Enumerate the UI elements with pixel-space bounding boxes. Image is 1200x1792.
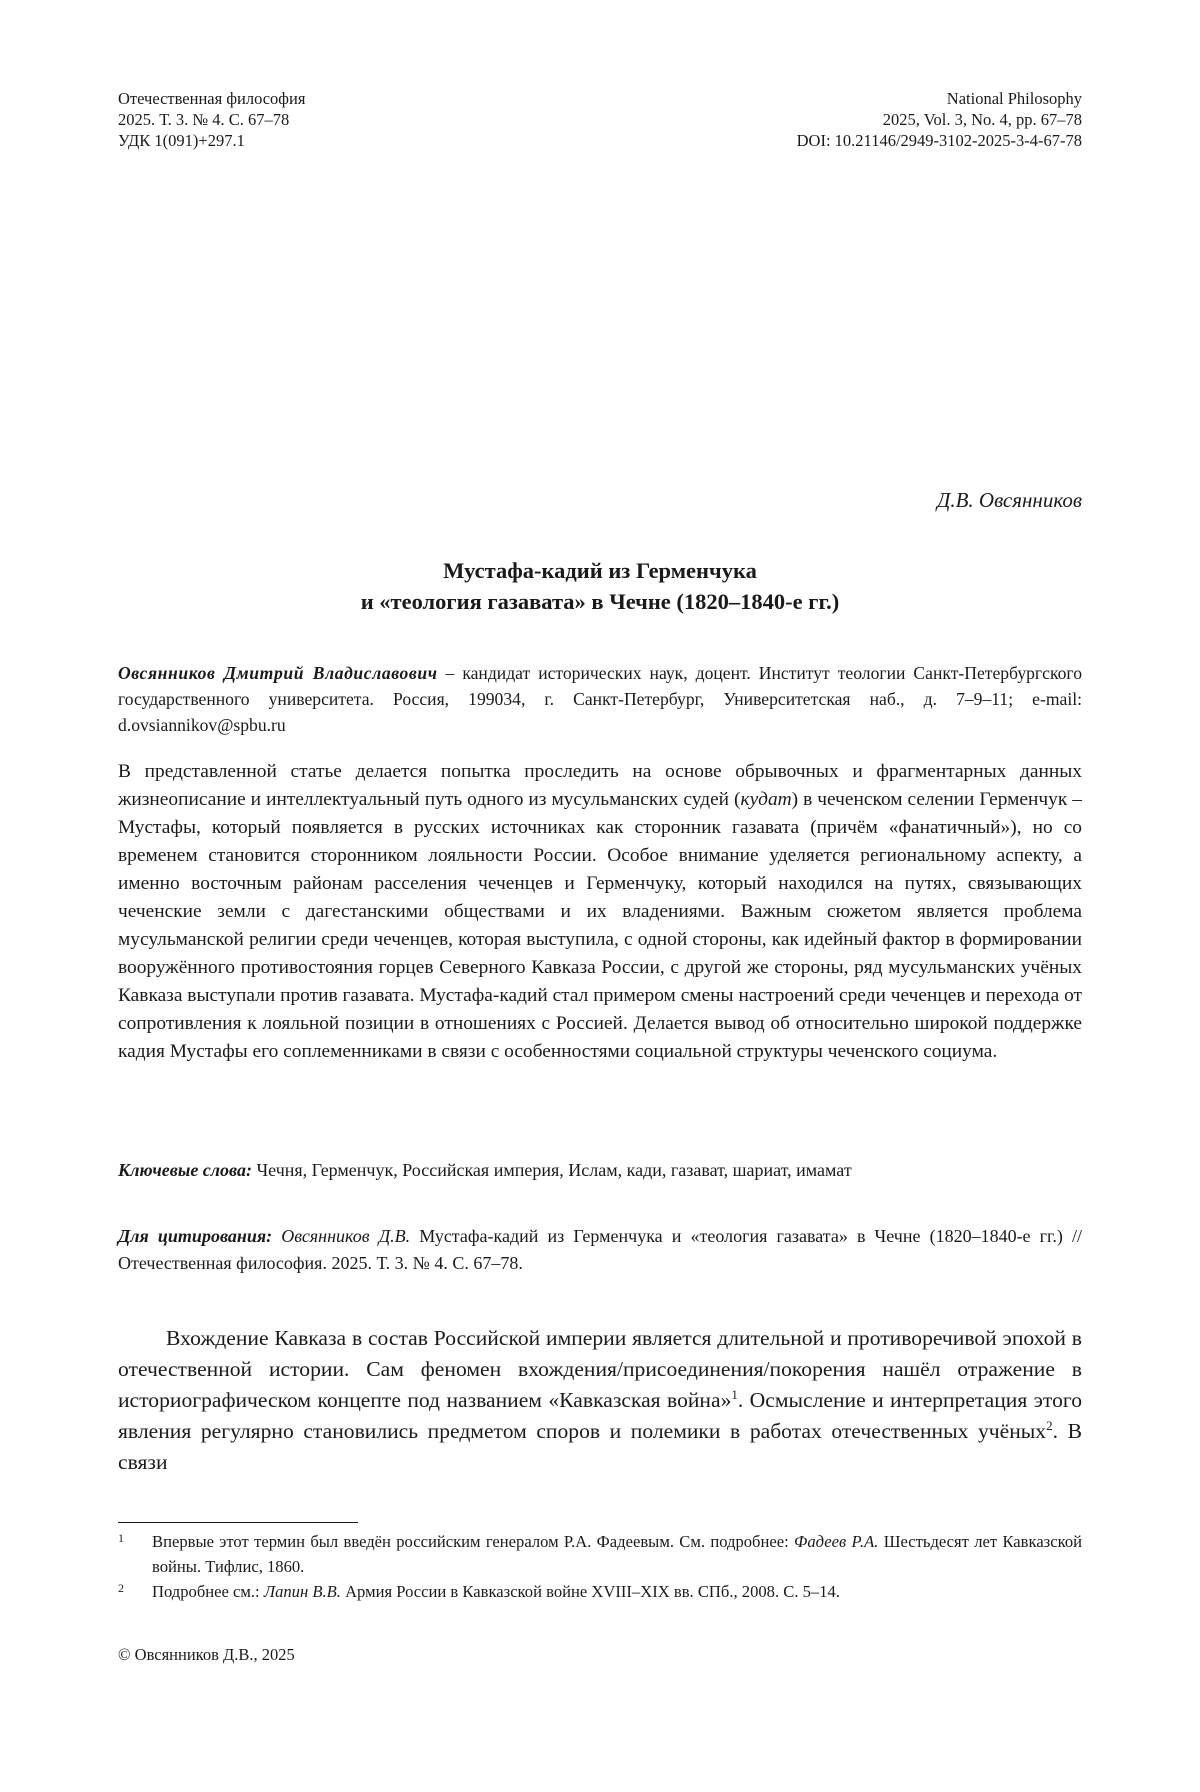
body-paragraph	[118, 1323, 1082, 1478]
issue-info-ru: 2025. Т. 3. № 4. С. 67–78	[118, 110, 290, 129]
journal-name-ru: Отечественная философия	[118, 89, 306, 108]
author-byline: Д.В. Овсянников	[936, 488, 1082, 512]
footnote-author: Фадеев Р.А.	[794, 1532, 879, 1551]
footnote-number: 1	[118, 1531, 124, 1545]
title-line-2: и «теология газавата» в Чечне (1820–1840-е гг.)	[360, 589, 840, 614]
body-text-3: . В связи	[118, 1419, 1082, 1474]
abstract	[118, 758, 1082, 1066]
doi: DOI: 10.21146/2949-3102-2025-3-4-67-78	[796, 131, 1082, 150]
title-line-1: Мустафа-кадий из Герменчука	[443, 558, 757, 583]
footnote-ref-2[interactable]: 2	[1046, 1418, 1053, 1433]
citation-author: Овсянников Д.В.	[272, 1226, 411, 1246]
udc-code: УДК 1(091)+297.1	[118, 131, 245, 150]
footnote	[118, 1579, 1082, 1604]
footnote-text: Впервые этот термин был введён российским генералом Р.А. Фадеевым. См. подробнее:	[152, 1532, 795, 1551]
citation-text: Мустафа-кадий из Герменчука и «теология газавата» в Чечне (1820–1840-е гг.) // Отечественная философия. 2025. Т. 3. № 4. С. 67–78.	[118, 1226, 1082, 1273]
copyright: © Овсянников Д.В., 2025	[118, 1645, 295, 1664]
keywords-text: Чечня, Герменчук, Российская империя, Ислам, кади, газават, шариат, имамат	[251, 1160, 852, 1180]
footnote	[118, 1529, 1082, 1579]
keywords-label: Ключевые слова:	[118, 1160, 252, 1180]
journal-name-en: National Philosophy	[946, 89, 1082, 108]
issue-info-en: 2025, Vol. 3, No. 4, pp. 67–78	[882, 110, 1082, 129]
citation-label: Для цитирования:	[118, 1226, 273, 1246]
article-title	[118, 555, 1082, 617]
footnote-author: Лапин В.В.	[263, 1582, 341, 1601]
author-affiliation: – кандидат исторических наук, доцент. Институт теологии Санкт-Петербургского государственного университета. Россия, 199034, г. Санкт-Петербург, Университетская наб., д. 7–9–11; e-mail: d.ovsiannikov@spbu.ru	[118, 663, 1082, 735]
footnotes	[118, 1529, 1082, 1604]
footnote-number: 2	[118, 1581, 124, 1595]
footnote-text: Шестьдесят лет Кавказской войны. Тифлис, 1860.	[152, 1532, 1082, 1576]
abstract-text-1: В представленной статье делается попытка проследить на основе обрывочных и фрагментарных данных жизнеописание и интеллектуальный путь одного из мусульманских судей (	[118, 761, 1082, 810]
author-info	[118, 660, 1082, 738]
journal-header-en	[797, 88, 1082, 151]
body-text-1: Вхождение Кавказа в состав Российской империи является длительной и противоречивой эпохой в отечественной истории. Сам феномен вхождения/присоединения/покорения нашёл отражение в историографическом концепте под названием «Кавказская война»	[118, 1326, 1082, 1412]
abstract-text-2: ) в чеченском селении Герменчук – Мустафы, который появляется в русских источниках как сторонник газавата (причём «фанатичный»), но со временем становится сторонником лояльности России. Особое внимание уделяется региональному аспекту, а именно восточным районам расселения чеченцев и Герменчуку, который находился на путях, связывающих чеченские земли с дагестанскими обществами и их владениями. Важным сюжетом является проблема мусульманской религии среди чеченцев, которая выступила, с одной стороны, как идейный фактор в формировании вооружённого противостояния горцев Северного Кавказа России, с другой же стороны, ряд мусульманских учёных Кавказа выступали против газавата. Мустафа-кадий стал примером смены настроений среди чеченцев и перехода от сопротивления к лояльной позиции в отношениях с Россией. Делается вывод об относительно широкой поддержке кадия Мустафы его соплеменниками в связи с особенностями социальной структуры чеченского социума.	[118, 789, 1082, 1062]
journal-header-ru	[118, 88, 305, 151]
footnote-ref-1[interactable]: 1	[731, 1387, 738, 1402]
keywords	[118, 1157, 1082, 1184]
footnote-text: Подробнее см.:	[152, 1582, 264, 1601]
body-text-2: . Осмысление и интерпретация этого явления регулярно становились предметом споров и полемики в работах отечественных учёных	[118, 1388, 1082, 1443]
author-full-name: Овсянников Дмитрий Владиславович	[118, 663, 438, 683]
footnote-divider	[118, 1522, 358, 1523]
abstract-term: кудат	[740, 789, 792, 810]
footnote-text: Армия России в Кавказской войне XVIII–XIX вв. СПб., 2008. С. 5–14.	[340, 1582, 840, 1601]
citation	[118, 1223, 1082, 1277]
